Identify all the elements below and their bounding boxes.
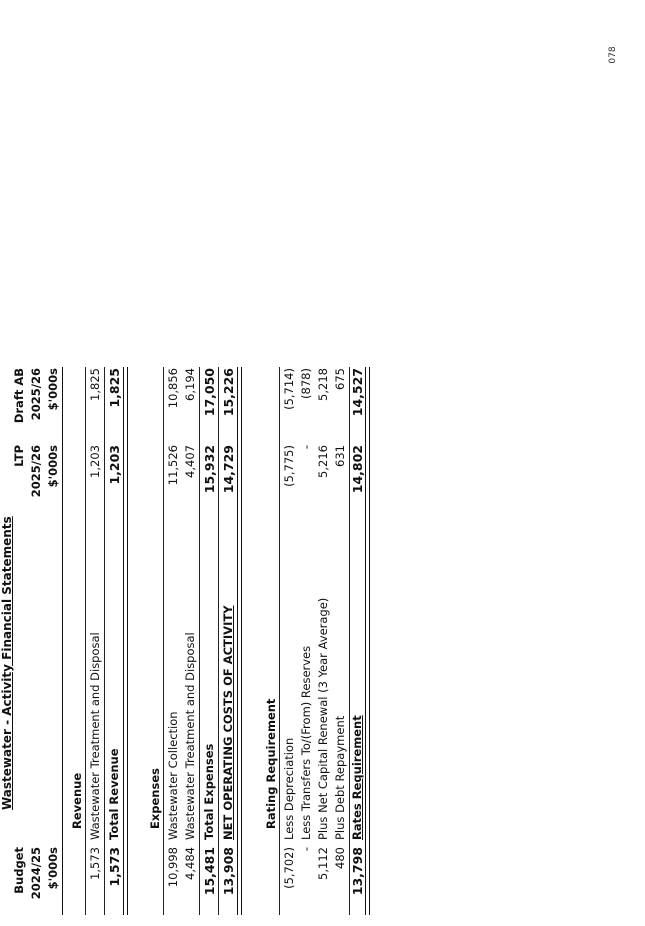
rating-row-label: Less Transfers To/(From) Reserves	[299, 645, 313, 840]
total-revenue-ltp: 1,203	[107, 445, 122, 485]
rating-row-budget: 480	[333, 847, 347, 869]
rating-row-budget: -	[299, 847, 313, 852]
expense-row-draft: 6,194	[183, 368, 197, 401]
ltp-header-3: $'000s	[46, 445, 60, 488]
page-number	[606, 40, 620, 70]
net-operating-draft: 15,226	[221, 368, 236, 417]
expense-row-label: Wastewater Collection	[166, 711, 180, 840]
rating-row-ltp: (5,775)	[282, 445, 296, 487]
ltp-header-1: LTP	[12, 445, 26, 467]
financial-statement-table	[0, 355, 365, 915]
total-revenue-budget: 1,573	[107, 847, 122, 887]
expenses-total-rule	[199, 367, 200, 915]
rating-row-ltp: -	[299, 445, 313, 450]
rating-heading: Rating Requirement	[264, 698, 278, 829]
net-rule	[218, 367, 219, 915]
rating-row-label: Plus Net Capital Renewal (3 Year Average)	[316, 597, 330, 840]
page-number-text: 078	[608, 46, 618, 64]
rates-requirement-ltp: 14,802	[350, 445, 365, 494]
ltp-header-2: 2025/26	[29, 445, 43, 498]
total-expenses-ltp: 15,932	[202, 445, 217, 494]
total-revenue-label: Total Revenue	[107, 748, 121, 840]
net-double-rule	[237, 367, 242, 915]
net-operating-label: NET OPERATING COSTS OF ACTIVITY	[221, 605, 235, 840]
revenue-rule	[85, 367, 86, 915]
total-expenses-draft: 17,050	[202, 368, 217, 417]
rating-row-draft: (5,714)	[282, 368, 296, 410]
rating-row-label: Less Depreciation	[282, 737, 296, 840]
revenue-total-rule	[104, 367, 105, 915]
rating-row-ltp: 5,216	[316, 445, 330, 478]
expenses-rule	[163, 367, 164, 915]
revenue-row-label: Wastewater Treatment and Disposal	[88, 632, 102, 840]
budget-header-2: 2024/25	[29, 847, 43, 900]
total-revenue-double-rule	[123, 367, 128, 915]
net-operating-ltp: 14,729	[221, 445, 236, 494]
net-operating-budget: 13,908	[221, 847, 236, 896]
expenses-heading: Expenses	[148, 768, 162, 829]
rating-row-budget: 5,112	[316, 847, 330, 880]
rating-row-draft: 675	[333, 368, 347, 390]
rates-requirement-draft: 14,527	[350, 368, 365, 417]
expense-row-budget: 4,484	[183, 847, 197, 880]
expense-row-label: Wastewater Treatment and Disposal	[183, 632, 197, 840]
draft-header-2: 2025/26	[29, 368, 43, 421]
rating-row-label: Plus Debt Repayment	[333, 715, 347, 840]
total-revenue-draft: 1,825	[107, 368, 122, 408]
rates-double-rule	[365, 367, 370, 915]
rating-row-ltp: 631	[333, 445, 347, 467]
budget-header-3: $'000s	[46, 847, 60, 890]
rates-requirement-label: Rates Requirement	[350, 715, 364, 840]
expense-row-budget: 10,998	[166, 847, 180, 888]
draft-header-1: Draft AB	[12, 368, 26, 424]
rating-row-draft: 5,218	[316, 368, 330, 401]
revenue-row-budget: 1,573	[88, 847, 102, 880]
draft-header-3: $'000s	[46, 368, 60, 411]
expense-row-draft: 10,856	[166, 368, 180, 409]
rating-row-budget: (5,702)	[282, 847, 296, 889]
rating-row-draft: (878)	[299, 368, 313, 399]
revenue-row-ltp: 1,203	[88, 445, 102, 478]
expense-row-ltp: 4,407	[183, 445, 197, 478]
revenue-row-draft: 1,825	[88, 368, 102, 401]
statement-title: Wastewater - Activity Financial Statements	[0, 516, 14, 810]
total-expenses-label: Total Expenses	[202, 743, 216, 840]
rates-requirement-budget: 13,798	[350, 847, 365, 896]
header-rule	[62, 367, 63, 915]
budget-header-1: Budget	[12, 847, 26, 894]
total-expenses-budget: 15,481	[202, 847, 217, 896]
rating-rule	[279, 367, 280, 915]
expense-row-ltp: 11,526	[166, 445, 180, 486]
revenue-heading: Revenue	[70, 772, 84, 829]
